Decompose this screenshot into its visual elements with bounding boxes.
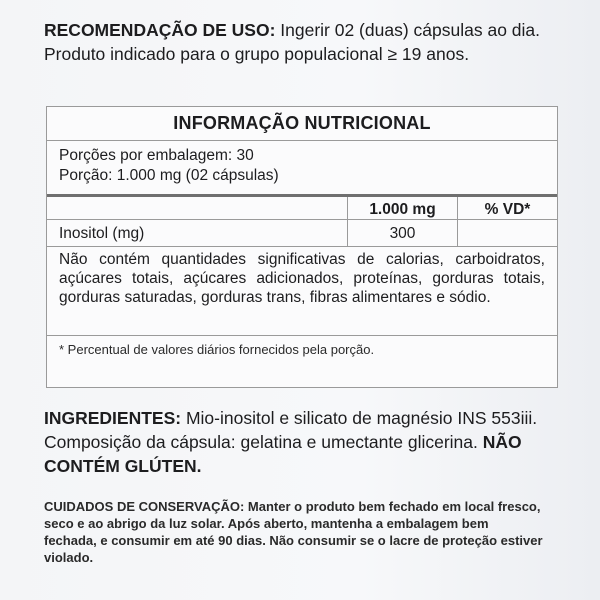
ingredients-label: INGREDIENTES:	[44, 408, 182, 428]
nutrient-daily-value	[457, 220, 557, 246]
ingredients	[44, 406, 564, 478]
usage-recommendation-label: RECOMENDAÇÃO DE USO:	[44, 20, 276, 40]
header-daily-value: % VD*	[457, 197, 557, 219]
header-nutrient	[47, 197, 347, 219]
servings-per-package: Porções por embalagem: 30	[59, 147, 254, 164]
table-header-row	[47, 194, 557, 220]
serving-size: Porção: 1.000 mg (02 cápsulas)	[59, 167, 279, 184]
serving-info	[47, 141, 557, 194]
header-amount: 1.000 mg	[347, 197, 457, 219]
usage-recommendation	[44, 18, 564, 66]
storage-instructions: CUIDADOS DE CONSERVAÇÃO: Manter o produto bem fechado em local fresco, seco e ao abrigo da luz solar. Após aberto, mantenha a embalagem bem fechada, e consumir em até 90 dias. Não consumir se o lacre de proteção estiver violado.	[44, 499, 543, 565]
daily-value-footnote: * Percentual de valores diários fornecidos pela porção.	[59, 342, 375, 357]
table-row	[47, 220, 557, 247]
nutrient-name: Inositol (mg)	[59, 225, 145, 242]
nutrition-facts-table	[46, 106, 558, 388]
usage-recommendation-text: Ingerir 02 (duas) cápsulas ao dia. Produto indicado para o grupo populacional ≥ 19 anos.	[44, 20, 540, 64]
nutrition-table-title: INFORMAÇÃO NUTRICIONAL	[47, 107, 557, 141]
non-significant-note: Não contém quantidades significativas de calorias, carboidratos, açúcares totais, açúcares adicionados, proteínas, gorduras totais, gorduras saturadas, gorduras trans, fibras alimentares e sódio.	[47, 247, 557, 336]
ingredients-text: Mio-inositol e silicato de magnésio INS 553iii. Composição da cápsula: gelatina e umectante glicerina.	[44, 408, 538, 452]
nutrient-amount: 300	[347, 220, 457, 246]
gluten-warning: NÃO CONTÉM GLÚTEN.	[44, 432, 522, 476]
